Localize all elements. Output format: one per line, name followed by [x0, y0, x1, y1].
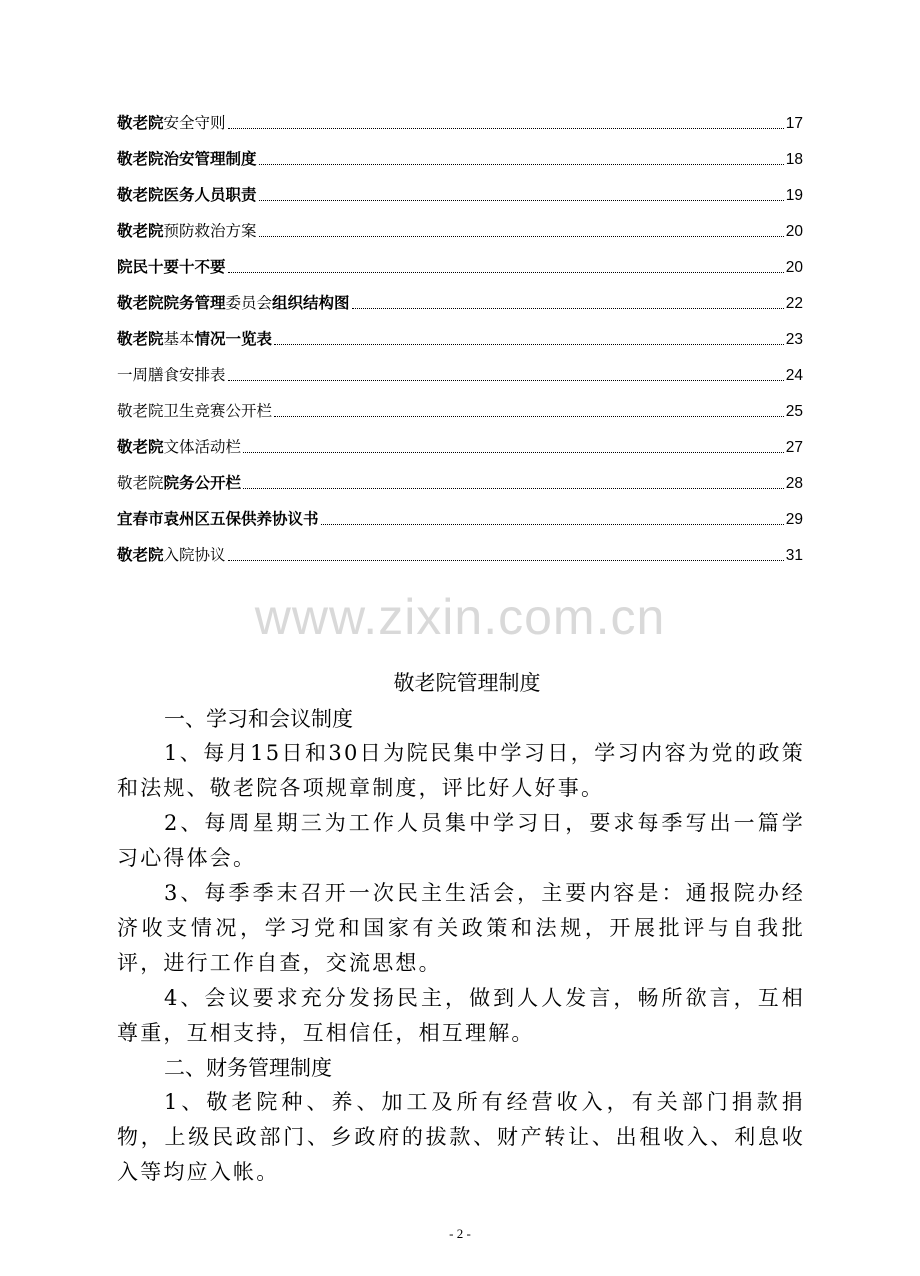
toc-entry[interactable]	[117, 97, 803, 133]
paragraph: 4、会议要求充分发扬民主，做到人人发言，畅所欲言，互相尊重，互相支持，互相信任，相互理解。	[117, 986, 805, 1045]
toc-leader-dots	[352, 307, 784, 309]
toc-entry-title: 敬老院卫生竞赛公开栏	[117, 402, 273, 420]
toc-leader-dots	[274, 415, 784, 417]
toc-leader-dots	[228, 271, 784, 273]
toc-entry-title: 院民十要十不要	[117, 258, 226, 276]
toc-entry[interactable]	[117, 457, 803, 493]
toc-entry-title: 宜春市袁州区五保供养协议书	[117, 510, 319, 528]
toc-page-number: 20	[785, 259, 803, 276]
toc-entry-title: 敬老院院务管理委员会组织结构图	[117, 294, 350, 312]
toc-entry-title: 敬老院安全守则	[117, 114, 226, 132]
toc-entry[interactable]	[117, 133, 803, 169]
paragraph: 3、每季季末召开一次民主生活会，主要内容是：通报院办经济收支情况，学习党和国家有关政策和法规，开展批评与自我批评，进行工作自查，交流思想。	[117, 881, 805, 975]
toc-entry-title: 敬老院文体活动栏	[117, 438, 242, 456]
toc-page-number: 20	[785, 223, 803, 240]
toc-entry[interactable]	[117, 277, 803, 313]
toc-page-number: 28	[785, 475, 803, 492]
table-of-contents	[117, 97, 803, 565]
toc-entry[interactable]	[117, 385, 803, 421]
toc-leader-dots	[228, 379, 784, 381]
toc-entry[interactable]	[117, 421, 803, 457]
section-heading: 一、学习和会议制度	[164, 707, 353, 731]
toc-leader-dots	[259, 235, 784, 237]
toc-page-number: 31	[785, 547, 803, 564]
page-number-footer: - 2 -	[449, 1226, 471, 1241]
toc-entry[interactable]	[117, 241, 803, 277]
toc-leader-dots	[243, 451, 784, 453]
toc-entry[interactable]	[117, 313, 803, 349]
toc-page-number: 24	[785, 367, 803, 384]
toc-page-number: 22	[785, 295, 803, 312]
toc-entry-title: 敬老院预防救治方案	[117, 222, 257, 240]
toc-leader-dots	[228, 127, 784, 129]
toc-leader-dots	[243, 487, 784, 489]
toc-leader-dots	[321, 523, 784, 525]
paragraph: 1、每月15日和30日为院民集中学习日，学习内容为党的政策和法规、敬老院各项规章制度，评比好人好事。	[117, 741, 805, 800]
toc-entry[interactable]	[117, 205, 803, 241]
watermark: www.zixin.com.cn	[254, 589, 666, 645]
toc-leader-dots	[259, 163, 784, 165]
toc-entry[interactable]	[117, 529, 803, 565]
toc-entry-title: 敬老院基本情况一览表	[117, 330, 273, 348]
toc-entry-title: 敬老院治安管理制度	[117, 150, 257, 168]
toc-page-number: 29	[785, 511, 803, 528]
toc-entry[interactable]	[117, 349, 803, 385]
toc-leader-dots	[228, 559, 784, 561]
paragraph: 1、敬老院种、养、加工及所有经营收入，有关部门捐款捐物，上级民政部门、乡政府的拔款、财产转让、出租收入、利息收入等均应入帐。	[117, 1090, 805, 1184]
toc-page-number: 25	[785, 403, 803, 420]
toc-entry[interactable]	[117, 169, 803, 205]
toc-page-number: 23	[785, 331, 803, 348]
toc-entry-title: 敬老院院务公开栏	[117, 474, 242, 492]
document-body	[117, 664, 805, 1190]
toc-entry[interactable]	[117, 493, 803, 529]
toc-entry-title: 一周膳食安排表	[117, 366, 226, 384]
toc-page-number: 19	[785, 187, 803, 204]
paragraph: 2、每周星期三为工作人员集中学习日，要求每季写出一篇学习心得体会。	[117, 811, 805, 870]
toc-entry-title: 敬老院入院协议	[117, 546, 226, 564]
toc-leader-dots	[274, 343, 784, 345]
section-heading: 二、财务管理制度	[164, 1056, 332, 1080]
toc-entry-title: 敬老院医务人员职责	[117, 186, 257, 204]
toc-leader-dots	[259, 199, 784, 201]
toc-page-number: 27	[785, 439, 803, 456]
document-title: 敬老院管理制度	[393, 671, 541, 695]
toc-page-number: 17	[785, 115, 803, 132]
toc-page-number: 18	[785, 151, 803, 168]
